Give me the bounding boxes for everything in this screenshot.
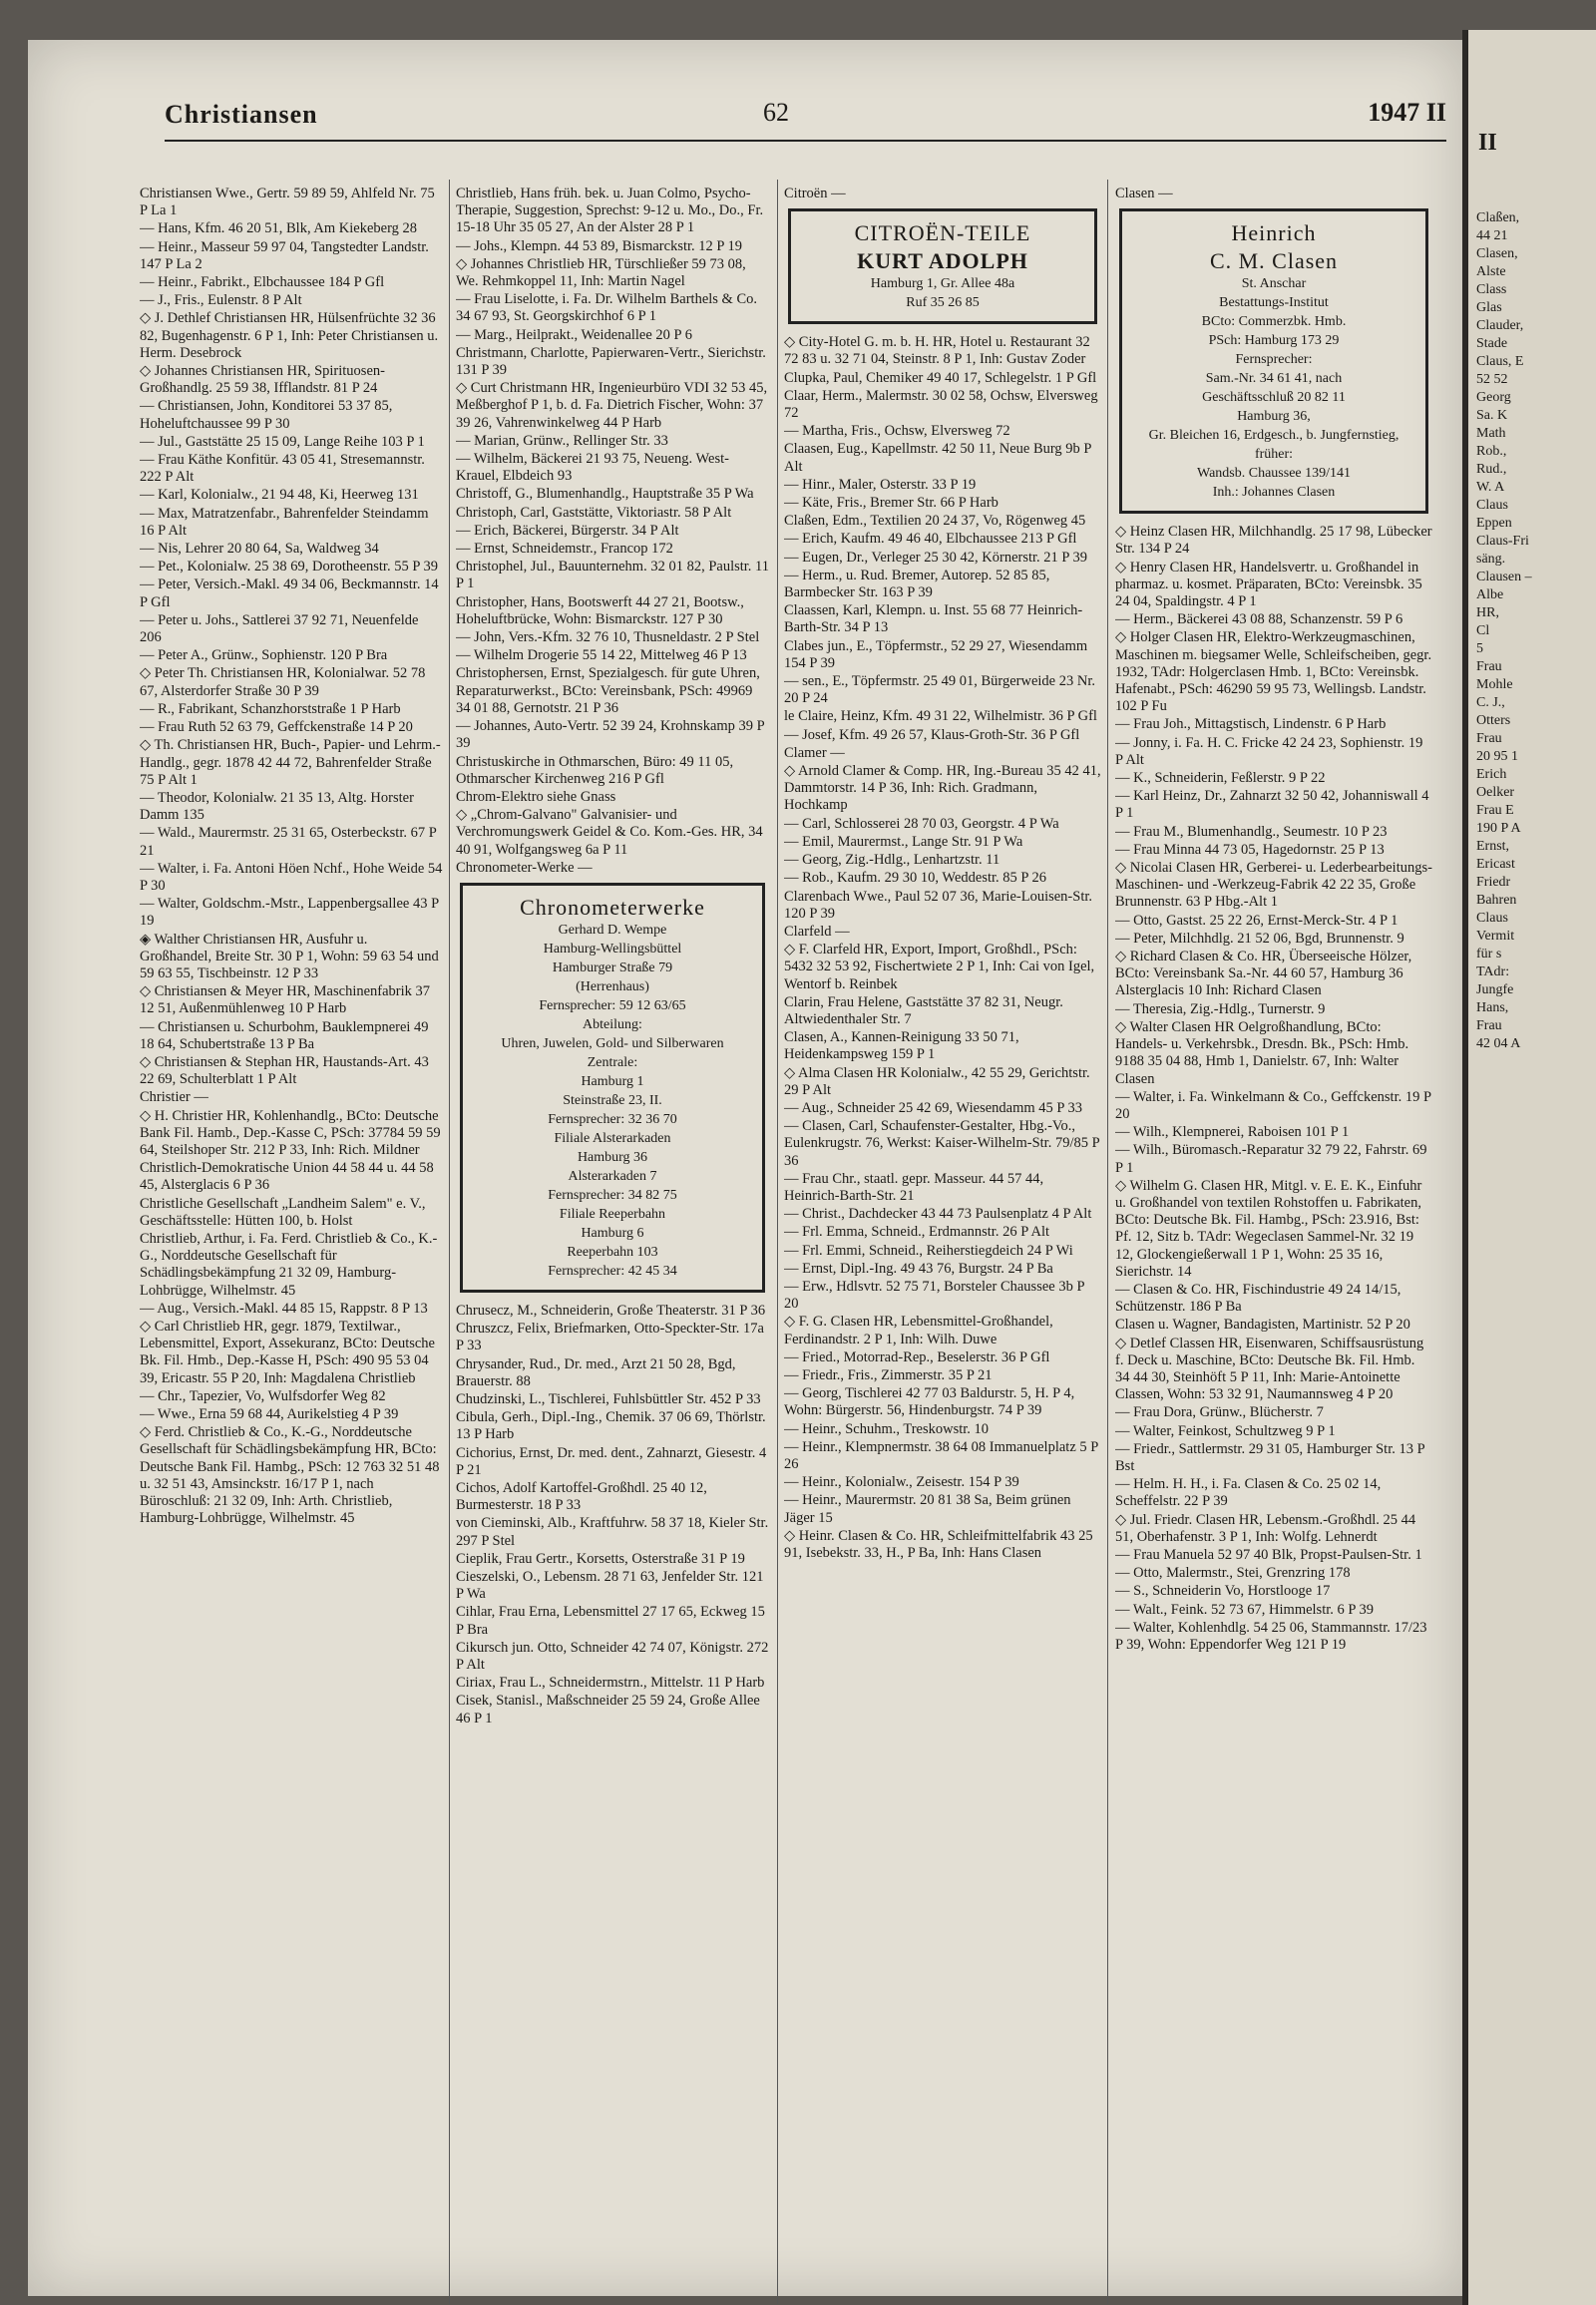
page-number: 62 [763, 98, 789, 127]
advert-line: Gerhard D. Wempe [558, 922, 667, 938]
advert-line: Filiale Alsterarkaden [554, 1130, 671, 1146]
advert-subtitle: KURT ADOLPH [857, 248, 1028, 274]
advert-title: CITROËN-TEILE [854, 220, 1031, 246]
directory-entry: Chronometer-Werke — [456, 859, 593, 876]
directory-entry: ◇ Th. Christiansen HR, Buch-, Papier- und Lehrm.-Handlg., gegr. 1878 42 44 72, Bahrenfelder Straße 75 P Alt 1 [140, 737, 441, 788]
column-rule [1107, 180, 1108, 2304]
directory-entry: — Peter u. Johs., Sattlerei 37 92 71, Neuenfelde 206 [140, 611, 419, 646]
directory-entry: ◇ Ferd. Christlieb & Co., K.-G., Norddeutsche Gesellschaft für Schädlingsbekämpfung HR, BCto: Deutsche Bank Fil. Hambg., PSch: 12 763 32 51 48 u. 32 51 43, Amsinckstr. 16/17 P 1, nach Büroschluß: 21 32 09, Inh: Arth. Christlieb, Hamburg-Lohbrügge, Wilhelmstr. 45 [140, 1424, 440, 1527]
adjacent-page-line: Friedr [1476, 875, 1511, 890]
advert-line: (Herrenhaus) [576, 978, 649, 994]
adjacent-page-line: Frau [1476, 659, 1502, 674]
directory-entry: — Peter, Milchhdlg. 21 52 06, Bgd, Brunnenstr. 9 [1115, 930, 1404, 947]
advert-line: Hamburg 1 [581, 1073, 644, 1089]
directory-entry: Christopher, Hans, Bootswerft 44 27 21, Bootsw., Hoheluftbrücke, Wohn: Bismarckstr. 127 P 30 [456, 593, 744, 627]
adjacent-page-line: Hans, [1476, 1000, 1509, 1015]
adjacent-page-line: Class [1476, 282, 1507, 297]
directory-entry: von Cieminski, Alb., Kraftfuhrw. 58 37 18, Kieler Str. 297 P Stel [456, 1515, 769, 1549]
directory-entry: ◇ Johannes Christiansen HR, Spirituosen-Großhandlg. 25 59 38, Ifflandstr. 81 P 24 [140, 363, 385, 397]
advert-line: Fernsprecher: [1235, 352, 1313, 368]
directory-entry: ◇ F. Clarfeld HR, Export, Import, Großhdl., PSch: 5432 32 53 92, Fischertwiete 2 P 1, Inh: Cai von Igel, Wentorf b. Reinbek [784, 942, 1095, 992]
directory-entry: — Christiansen u. Schurbohm, Bauklempnerei 49 18 64, Schubertstraße 13 P Ba [140, 1018, 429, 1052]
directory-entry: ◇ Walter Clasen HR Oelgroßhandlung, BCto: Handels- u. Verkehrsbk., Dresdn. Bk., PSch: Hmb. 9188 35 04 88, Hmb 1, Danielstr. 67, Inh: Walter Clasen [1115, 1018, 1409, 1087]
directory-entry: — Josef, Kfm. 49 26 57, Klaus-Groth-Str. 36 P Gfl [784, 726, 1080, 743]
directory-entry: — Heinr., Fabrikt., Elbchaussee 184 P Gfl [140, 274, 385, 291]
directory-entry: — Otto, Gastst. 25 22 26, Ernst-Merck-Str. 4 P 1 [1115, 912, 1398, 929]
directory-entry: — Friedr., Sattlermstr. 29 31 05, Hamburger Str. 13 P Bst [1115, 1440, 1425, 1474]
directory-entry: Claar, Herm., Malermstr. 30 02 58, Ochsw, Elversweg 72 [784, 387, 1098, 422]
directory-entry: — Georg, Zig.-Hdlg., Lenhartzstr. 11 [784, 852, 1000, 869]
adjacent-page-line: W. A [1476, 480, 1505, 495]
column-rule [449, 180, 450, 2304]
adjacent-page-line: Georg [1476, 390, 1511, 405]
column-4 [1115, 186, 1432, 1655]
directory-entry: — Erw., Hdlsvtr. 52 75 71, Borsteler Chaussee 3b P 20 [784, 1278, 1084, 1313]
adjacent-page-line: für s [1476, 947, 1502, 961]
directory-entry: — Fried., Motorrad-Rep., Beselerstr. 36 P Gfl [784, 1348, 1050, 1365]
directory-entry: — Wilhelm, Bäckerei 21 93 75, Neueng. West-Krauel, Elbdeich 93 [456, 451, 729, 485]
directory-entry: — Rob., Kaufm. 29 30 10, Weddestr. 85 P 26 [784, 870, 1047, 887]
adjacent-page-edge [1462, 30, 1596, 2305]
adjacent-page-line: Vermit [1476, 929, 1515, 944]
directory-entry: — Heinr., Masseur 59 97 04, Tangstedter Landstr. 147 P La 2 [140, 238, 429, 272]
directory-entry: ◇ H. Christier HR, Kohlenhandlg., BCto: Deutsche Bank Fil. Hamb., Dep.-Kasse C, PSch: 37784 59 59 64, Steilshoper Str. 212 P 33, Inh: Rich. Mildner [140, 1107, 441, 1158]
chronometer-advert [460, 883, 765, 1293]
directory-entry: Cieszelski, O., Lebensm. 28 71 63, Jenfelder Str. 121 P Wa [456, 1568, 764, 1603]
adjacent-page-line: TAdr: [1476, 964, 1510, 979]
directory-entry: ◇ „Chrom-Galvano" Galvanisier- und Verchromungswerk Geidel & Co. Kom.-Ges. HR, 34 40 91, Wolfgangsweg 6a P 11 [456, 807, 763, 858]
directory-entry: Claßen, Edm., Textilien 20 24 37, Vo, Rögenweg 45 [784, 513, 1086, 530]
directory-entry: Clabes jun., E., Töpfermstr., 52 29 27, Wiesendamm 154 P 39 [784, 637, 1088, 671]
directory-entry: — Frau Joh., Mittagstisch, Lindenstr. 6 P Harb [1115, 716, 1387, 733]
directory-entry: ◇ Curt Christmann HR, Ingenieurbüro VDI 32 53 45, Meßberghof P 1, b. d. Fa. Dietrich Fischer, Wohn: 37 39 26, Vahrenwinkelweg 44 P Harb [456, 380, 768, 431]
directory-entry: Cisek, Stanisl., Maßschneider 25 59 24, Große Allee 46 P 1 [456, 1693, 760, 1727]
directory-entry: — Aug., Schneider 25 42 69, Wiesendamm 45 P 33 [784, 1099, 1083, 1116]
directory-entry: — Eugen, Dr., Verleger 25 30 42, Körnerstr. 21 P 39 [784, 549, 1088, 566]
advert-line: Alsterarkaden 7 [568, 1168, 657, 1184]
directory-entry: Christier — [140, 1089, 208, 1106]
directory-entry: — Walter, i. Fa. Antoni Höen Nchf., Hohe Weide 54 P 30 [140, 860, 443, 894]
directory-entry: — Marian, Grünw., Rellinger Str. 33 [456, 432, 668, 449]
directory-entry: Cieplik, Frau Gertr., Korsetts, Osterstraße 31 P 19 [456, 1550, 745, 1567]
directory-entry: ◇ Peter Th. Christiansen HR, Kolonialwar. 52 78 67, Alsterdorfer Straße 30 P 39 [140, 665, 426, 699]
citroen-advert [788, 208, 1097, 324]
advert-line: Hamburg 36 [577, 1149, 648, 1165]
advert-line: PSch: Hamburg 173 29 [1208, 333, 1340, 349]
directory-entry: Clupka, Paul, Chemiker 49 40 17, Schlegelstr. 1 P Gfl [784, 369, 1097, 386]
advert-line: Hamburg-Wellingsbüttel [543, 941, 682, 957]
directory-entry: Cikursch jun. Otto, Schneider 42 74 07, Königstr. 272 P Alt [456, 1639, 769, 1673]
advert-line: Ruf 35 26 85 [906, 295, 980, 311]
directory-entry: — Frau Käthe Konfitür. 43 05 41, Stresemannstr. 222 P Alt [140, 452, 425, 486]
adjacent-page-line: Claus, E [1476, 354, 1524, 369]
directory-entry: — Wald., Maurermstr. 25 31 65, Osterbeckstr. 67 P 21 [140, 825, 437, 859]
directory-entry: — Frau Chr., staatl. gepr. Masseur. 44 57 44, Heinrich-Barth-Str. 21 [784, 1170, 1044, 1204]
directory-entry: Christiansen Wwe., Gertr. 59 89 59, Ahlfeld Nr. 75 P La 1 [140, 186, 435, 219]
column-3 [784, 186, 1101, 1563]
directory-entry: — Otto, Malermstr., Stei, Grenzring 178 [1115, 1565, 1351, 1582]
adjacent-page-line: Erich [1476, 767, 1507, 782]
adjacent-page-line: Clausen – [1476, 570, 1532, 584]
directory-entry: Cihlar, Frau Erna, Lebensmittel 27 17 65, Eckweg 15 P Bra [456, 1604, 765, 1638]
directory-entry: ◇ Christiansen & Meyer HR, Maschinenfabrik 37 12 51, Außenmühlenweg 10 P Harb [140, 983, 431, 1017]
directory-entry: — Peter A., Grünw., Sophienstr. 120 P Bra [140, 647, 388, 664]
directory-entry: — Georg, Tischlerei 42 77 03 Baldurstr. 5, H. P 4, Wohn: Bürgerstr. 56, Hindenburgstr. 74 P 39 [784, 1385, 1075, 1419]
directory-entry: — Jonny, i. Fa. H. C. Fricke 42 24 23, Sophienstr. 19 P Alt [1115, 734, 1423, 768]
directory-entry: Christlieb, Hans früh. bek. u. Juan Colmo, Psycho-Therapie, Suggestion, Sprechst: 9-12 u. Mo., Do., Fr. 15-18 Uhr 35 05 27, An der Alster 28 P 1 [456, 186, 764, 236]
directory-entry: ◇ Wilhelm G. Clasen HR, Mitgl. v. E. E. K., Einfuhr u. Großhandel von textilen Rohstoffen u. Fabrikaten, BCto: Deutsche Bk. Fil. Hambg., PSch: 23.916, Bst: Pf. 12, Sitz b. TAdr: Wegeclasen Sammel-Nr. 32 19 12, Glockengießerwall 1 P 1, Wohn: 25 35 16, Sierichstr. 14 [1115, 1177, 1422, 1280]
directory-entry: ◇ Christiansen & Stephan HR, Haustands-Art. 43 22 69, Schulterblatt 1 P Alt [140, 1053, 429, 1088]
directory-entry: — Martha, Fris., Ochsw, Elversweg 72 [784, 423, 1010, 440]
advert-line: Geschäftsschluß 20 82 11 [1202, 390, 1346, 406]
directory-entry: Clarfeld — [784, 923, 850, 940]
directory-entry: — Karl Heinz, Dr., Zahnarzt 32 50 42, Johanniswall 4 P 1 [1115, 788, 1429, 822]
adjacent-page-line: Jungfe [1476, 982, 1514, 997]
directory-entry: Christophel, Jul., Bauunternehm. 32 01 82, Paulstr. 11 P 1 [456, 559, 769, 592]
directory-entry: — Nis, Lehrer 20 80 64, Sa, Waldweg 34 [140, 541, 379, 558]
directory-entry: — Clasen & Co. HR, Fischindustrie 49 24 14/15, Schützenstr. 186 P Ba [1115, 1281, 1401, 1316]
advert-line: Fernsprecher: 32 36 70 [548, 1111, 677, 1127]
directory-entry: — Aug., Versich.-Makl. 44 85 15, Rappstr. 8 P 13 [140, 1300, 428, 1317]
directory-entry: ◇ City-Hotel G. m. b. H. HR, Hotel u. Restaurant 32 72 83 u. 32 71 04, Steinstr. 8 P 1, Inh: Gustav Zoder [784, 334, 1090, 368]
directory-entry: Chrysander, Rud., Dr. med., Arzt 21 50 28, Bgd, Brauerstr. 88 [456, 1355, 736, 1389]
directory-entry: ◇ J. Dethlef Christiansen HR, Hülsenfrüchte 32 36 82, Bugenhagenstr. 6 P 1, Inh: Peter Christiansen u. Herm. Desebrock [140, 310, 439, 361]
directory-entry: Christlich-Demokratische Union 44 58 44 u. 44 58 45, Alsterglacis 6 P 36 [140, 1160, 434, 1194]
advert-line: Steinstraße 23, II. [563, 1092, 662, 1108]
directory-entry: le Claire, Heinz, Kfm. 49 31 22, Wilhelmistr. 36 P Gfl [784, 708, 1097, 725]
adjacent-page-line: Eppen [1476, 516, 1512, 531]
directory-entry: — Karl, Kolonialw., 21 94 48, Ki, Heerweg 131 [140, 487, 419, 504]
adjacent-page-header: II [1478, 130, 1497, 156]
directory-entry: — Theresia, Zig.-Hdlg., Turnerstr. 9 [1115, 1000, 1326, 1017]
directory-entry: ◈ Walther Christiansen HR, Ausfuhr u. Großhandel, Breite Str. 30 P 1, Wohn: 59 63 54 und 59 63 55, Tischbeinstr. 12 P 33 [140, 931, 439, 981]
directory-entry: — John, Vers.-Kfm. 32 76 10, Thusneldastr. 2 P Stel [456, 629, 760, 646]
advert-line: Fernsprecher: 42 45 34 [548, 1263, 677, 1279]
directory-entry: — Walter, Goldschm.-Mstr., Lappenbergsallee 43 P 19 [140, 896, 439, 930]
directory-entry: — Walter, Feinkost, Schultzweg 9 P 1 [1115, 1422, 1336, 1439]
directory-entry: Chrusecz, M., Schneiderin, Große Theaterstr. 31 P 36 [456, 1302, 766, 1319]
adjacent-page-line: Clauder, [1476, 318, 1524, 333]
advert-line: Hamburger Straße 79 [552, 960, 673, 975]
directory-entry: — Johs., Klempn. 44 53 89, Bismarckstr. 12 P 19 [456, 237, 743, 254]
advert-line: BCto: Commerzbk. Hmb. [1201, 314, 1347, 330]
directory-entry: — Frl. Emma, Schneid., Erdmannstr. 26 P Alt [784, 1224, 1050, 1241]
directory-entry: — Johannes, Auto-Vertr. 52 39 24, Krohnskamp 39 P 39 [456, 718, 765, 752]
directory-entry: — Wilh., Klempnerei, Raboisen 101 P 1 [1115, 1124, 1350, 1141]
directory-entry: — Frl. Emmi, Schneid., Reiherstiegdeich 24 P Wi [784, 1242, 1073, 1259]
advert-line: Wandsb. Chaussee 139/141 [1196, 466, 1352, 482]
directory-entry: — Marg., Heilprakt., Weidenallee 20 P 6 [456, 326, 692, 343]
directory-entry: — Heinr., Kolonialw., Zeisestr. 154 P 39 [784, 1474, 1019, 1491]
adjacent-page-line: 190 P A [1476, 821, 1521, 836]
directory-entry: — S., Schneiderin Vo, Horstlooge 17 [1115, 1583, 1331, 1600]
column-rule [777, 180, 778, 2304]
adjacent-page-line: 5 [1476, 641, 1483, 656]
directory-entry: ◇ Alma Clasen HR Kolonialw., 42 55 29, Gerichtstr. 29 P Alt [784, 1064, 1090, 1098]
clasen-advert [1119, 208, 1428, 514]
directory-entry: ◇ F. G. Clasen HR, Lebensmittel-Großhandel, Ferdinandstr. 2 P 1, Inh: Wilh. Duwe [784, 1314, 1053, 1347]
adjacent-page-line: Claßen, [1476, 210, 1520, 225]
directory-entry: — Hinr., Maler, Osterstr. 33 P 19 [784, 476, 977, 493]
adjacent-page-line: 20 95 1 [1476, 749, 1518, 764]
directory-entry: ◇ Heinr. Clasen & Co. HR, Schleifmittelfabrik 43 25 91, Isebekstr. 33, H., P Ba, Inh: Hans Clasen [784, 1527, 1093, 1562]
advert-line: Gr. Bleichen 16, Erdgesch., b. Jungfernstieg, [1148, 428, 1399, 444]
directory-entry: — Christiansen, John, Konditorei 53 37 85, Hoheluftchaussee 99 P 30 [140, 398, 393, 432]
directory-entry: — Frau M., Blumenhandlg., Seumestr. 10 P 23 [1115, 823, 1388, 840]
adjacent-page-line: Rud., [1476, 462, 1507, 477]
directory-entry: — Frau Manuela 52 97 40 Blk, Propst-Paulsen-Str. 1 [1115, 1546, 1422, 1563]
directory-entry: — Theodor, Kolonialw. 21 35 13, Altg. Horster Damm 135 [140, 789, 414, 824]
directory-entry: Claassen, Karl, Klempn. u. Inst. 55 68 77 Heinrich-Barth-Str. 34 P 13 [784, 602, 1083, 636]
directory-entry: — Helm. H. H., i. Fa. Clasen & Co. 25 02 14, Scheffelstr. 22 P 39 [1115, 1476, 1382, 1510]
directory-entry: — Frau Liselotte, i. Fa. Dr. Wilhelm Barthels & Co. 34 67 93, St. Georgskirchhof 6 P 1 [456, 291, 758, 325]
adjacent-page-line: C. J., [1476, 695, 1505, 710]
year-volume: 1947 II [1368, 98, 1446, 127]
advert-line: Zentrale: [587, 1054, 638, 1070]
advert-line: Reeperbahn 103 [567, 1244, 658, 1260]
directory-entry: — Erich, Bäckerei, Bürgerstr. 34 P Alt [456, 522, 679, 539]
directory-entry: ◇ Jul. Friedr. Clasen HR, Lebensm.-Großhdl. 25 44 51, Oberhafenstr. 3 P 1, Inh: Wolfg. Lehnerdt [1115, 1511, 1416, 1545]
directory-entry: — Jul., Gaststätte 25 15 09, Lange Reihe 103 P 1 [140, 433, 425, 450]
directory-entry: — Peter, Versich.-Makl. 49 34 06, Beckmannstr. 14 P Gfl [140, 576, 439, 610]
adjacent-page-line: Mohle [1476, 677, 1513, 692]
directory-entry: Ciriax, Frau L., Schneidermstrn., Mittelstr. 11 P Harb [456, 1675, 765, 1692]
adjacent-page-line: Otters [1476, 713, 1511, 728]
adjacent-page-line: 42 04 A [1476, 1036, 1521, 1051]
advert-line: Inh.: Johannes Clasen [1212, 485, 1336, 501]
adjacent-page-line: Frau [1476, 1018, 1502, 1033]
adjacent-page-line: Stade [1476, 336, 1508, 351]
directory-entry: Cichos, Adolf Kartoffel-Großhdl. 25 40 12, Burmesterstr. 18 P 33 [456, 1479, 707, 1514]
adjacent-page-line: Clasen, [1476, 246, 1518, 261]
directory-entry: Christophersen, Ernst, Spezialgesch. für gute Uhren, Reparaturwerkst., BCto: Vereinsbank, PSch: 49969 34 01 88, Gernotstr. 21 P 36 [456, 665, 760, 716]
directory-entry: — Heinr., Schuhm., Treskowstr. 10 [784, 1420, 990, 1437]
directory-entry: — Hans, Kfm. 46 20 51, Blk, Am Kiekeberg 28 [140, 220, 418, 237]
directory-entry: ◇ Johannes Christlieb HR, Türschließer 59 73 08, We. Rehmkoppel 11, Inh: Martin Nagel [456, 255, 746, 290]
directory-entry: Christlieb, Arthur, i. Fa. Ferd. Christlieb & Co., K.-G., Norddeutsche Gesellschaft für Schädlingsbekämpfung 21 32 09, Hamburg-Lohbrügge, Wilhelmstr. 45 [140, 1230, 438, 1299]
advert-line: Hamburg 1, Gr. Allee 48a [870, 276, 1015, 292]
directory-entry: — Friedr., Fris., Zimmerstr. 35 P 21 [784, 1366, 993, 1383]
directory-entry: — K., Schneiderin, Feßlerstr. 9 P 22 [1115, 770, 1326, 787]
adjacent-page-line: 44 21 [1476, 228, 1508, 243]
advert-line: Fernsprecher: 34 82 75 [548, 1187, 677, 1203]
advert-line: Hamburg 36, [1237, 409, 1311, 425]
section-label: Citroën — [784, 186, 846, 201]
adjacent-page-line: Albe [1476, 587, 1504, 602]
directory-entry: Christoff, G., Blumenhandlg., Hauptstraße 35 P Wa [456, 486, 754, 503]
directory-entry: — Käte, Fris., Bremer Str. 66 P Harb [784, 495, 998, 512]
adjacent-page-line: Math [1476, 426, 1506, 441]
directory-entry: Christliche Gesellschaft „Landheim Salem" e. V., Geschäftsstelle: Hütten 100, b. Holst [140, 1195, 426, 1229]
directory-entry: — Wilh., Büromasch.-Reparatur 32 79 22, Fahrstr. 69 P 1 [1115, 1142, 1427, 1176]
directory-entry: — Ernst, Dipl.-Ing. 49 43 76, Burgstr. 24 P Ba [784, 1260, 1053, 1277]
directory-entry: Chudzinski, L., Tischlerei, Fuhlsbüttler Str. 452 P 33 [456, 1390, 761, 1407]
advert-line: Uhren, Juwelen, Gold- und Silberwaren [501, 1035, 724, 1051]
directory-entry: — Frau Dora, Grünw., Blücherstr. 7 [1115, 1404, 1324, 1421]
adjacent-page-line: Oelker [1476, 785, 1515, 800]
adjacent-page-line: Bahren [1476, 893, 1517, 908]
directory-entry: — Heinr., Maurermstr. 20 81 38 Sa, Beim grünen Jäger 15 [784, 1492, 1071, 1526]
directory-entry: ◇ Detlef Classen HR, Eisenwaren, Schiffsausrüstung f. Deck u. Maschine, BCto: Deutsche Bk. Fil. Hmb. 34 44 30, Steinhöft 5 P 11, Inh: Marie-Antoinette Classen, Wohn: 53 32 91, Naumannsweg 4 P 20 [1115, 1335, 1424, 1403]
advert-line: St. Anschar [1241, 276, 1307, 292]
directory-entry: Cichorius, Ernst, Dr. med. dent., Zahnarzt, Giesestr. 4 P 21 [456, 1444, 767, 1478]
directory-entry: — Herm., u. Rud. Bremer, Autorep. 52 85 85, Barmbecker Str. 163 P 39 [784, 567, 1050, 601]
directory-entry: — Pet., Kolonialw. 25 38 69, Dorotheenstr. 55 P 39 [140, 559, 438, 576]
directory-entry: — Walter, i. Fa. Winkelmann & Co., Geffckenstr. 19 P 20 [1115, 1088, 1431, 1122]
adjacent-page-line: Ericast [1476, 857, 1515, 872]
directory-entry: Chrom-Elektro siehe Gnass [456, 788, 616, 805]
directory-entry: — Herm., Bäckerei 43 08 88, Schanzenstr. 59 P 6 [1115, 611, 1403, 628]
directory-entry: Cibula, Gerh., Dipl.-Ing., Chemik. 37 06 69, Thörlstr. 13 P Harb [456, 1409, 766, 1443]
directory-entry: — Wwe., Erna 59 68 44, Aurikelstieg 4 P 39 [140, 1406, 399, 1423]
directory-entry: Christoph, Carl, Gaststätte, Viktoriastr. 58 P Alt [456, 504, 732, 521]
advert-line: Bestattungs-Institut [1219, 295, 1329, 311]
advert-line: Hamburg 6 [581, 1225, 644, 1241]
adjacent-page-line: Claus [1476, 498, 1508, 513]
adjacent-page-line: Glas [1476, 300, 1502, 315]
directory-entry: — Wilhelm Drogerie 55 14 22, Mittelweg 46 P 13 [456, 647, 747, 664]
directory-entry: ◇ Nicolai Clasen HR, Gerberei- u. Lederbearbeitungs-Maschinen- und -Werkzeug-Fabrik 42 22 35, Große Brunnenstr. 63 P Hbg.-Alt 1 [1115, 860, 1432, 911]
column-2 [456, 186, 769, 1729]
adjacent-page-lines [1476, 209, 1596, 1053]
adjacent-page-line: Cl [1476, 623, 1490, 638]
adjacent-page-line: Alste [1476, 264, 1506, 279]
directory-entry: Clarin, Frau Helene, Gaststätte 37 82 31, Neugr. Altwiedenthaler Str. 7 [784, 993, 1063, 1027]
adjacent-page-line: 52 52 [1476, 372, 1508, 387]
directory-entry: — Carl, Schlosserei 28 70 03, Georgstr. 4 P Wa [784, 815, 1059, 832]
advert-name: Heinrich [1231, 220, 1317, 246]
directory-entry: — Frau Ruth 52 63 79, Geffckenstraße 14 P 20 [140, 719, 413, 736]
directory-entry: — Heinr., Klempnermstr. 38 64 08 Immanuelplatz 5 P 26 [784, 1438, 1098, 1472]
directory-entry: — Ernst, Schneidemstr., Francop 172 [456, 541, 673, 558]
column-1 [140, 186, 443, 1528]
section-label: Clasen — [1115, 186, 1173, 201]
adjacent-page-line: Ernst, [1476, 839, 1510, 854]
advert-name: C. M. Clasen [1209, 248, 1339, 274]
adjacent-page-line: HR, [1476, 605, 1499, 620]
directory-entry: Clarenbach Wwe., Paul 52 07 36, Marie-Louisen-Str. 120 P 39 [784, 888, 1092, 922]
page-header [165, 96, 1446, 142]
directory-entry: — Christ., Dachdecker 43 44 73 Paulsenplatz 4 P Alt [784, 1206, 1092, 1223]
adjacent-page-line: Claus [1476, 911, 1508, 926]
advert-title: Chronometerwerke [520, 894, 705, 920]
directory-entry: — Clasen, Carl, Schaufenster-Gestalter, Hbg.-Vo., Eulenkrugstr. 76, Werkst: Kaiser-Wilhelm-Str. 79/85 P 36 [784, 1118, 1100, 1169]
directory-entry: Chruszcz, Felix, Briefmarken, Otto-Speckter-Str. 17a P 33 [456, 1321, 764, 1354]
adjacent-page-line: Frau E [1476, 803, 1514, 818]
directory-entry: — Walter, Kohlenhdlg. 54 25 06, Stammannstr. 17/23 P 39, Wohn: Eppendorfer Weg 121 P 19 [1115, 1619, 1427, 1653]
directory-entry: Christuskirche in Othmarschen, Büro: 49 11 05, Othmarscher Kirchenweg 216 P Gfl [456, 753, 734, 787]
directory-entry: ◇ Richard Clasen & Co. HR, Überseeische Hölzer, BCto: Vereinsbank Sa.-Nr. 44 60 57, Hamburg 36 Alsterglacis 10 Inh: Richard Clasen [1115, 949, 1412, 999]
advert-line: früher: [1254, 447, 1294, 463]
directory-entry: ◇ Arnold Clamer & Comp. HR, Ing.-Bureau 35 42 41, Dammtorstr. 14 P 36, Inh: Rich. Gradmann, Hochkamp [784, 763, 1101, 814]
running-head: Christiansen [165, 100, 318, 129]
directory-entry: — R., Fabrikant, Schanzhorststraße 1 P Harb [140, 700, 401, 717]
directory-entry: — sen., E., Töpfermstr. 25 49 01, Bürgerweide 23 Nr. 20 P 24 [784, 673, 1095, 707]
adjacent-page-line: Frau [1476, 731, 1502, 746]
directory-entry: — Walt., Feink. 52 73 67, Himmelstr. 6 P 39 [1115, 1601, 1375, 1618]
adjacent-page-line: säng. [1476, 552, 1506, 567]
adjacent-page-line: Claus-Fri [1476, 534, 1529, 549]
advert-line: Sam.-Nr. 34 61 41, nach [1205, 371, 1343, 387]
directory-entry: Clasen u. Wagner, Bandagisten, Martinistr. 52 P 20 [1115, 1317, 1410, 1334]
directory-entry: ◇ Holger Clasen HR, Elektro-Werkzeugmaschinen, Maschinen m. biegsamer Welle, Schleifscheiben, gegr. 1932, TAdr: Holgerclasen Hmb. 1, BCto: Vereinsbk. Hafenabt., PSch: 46290 59 95 73, Wellingsb. Landstr. 102 P Fu [1115, 629, 1432, 715]
directory-entry: — Emil, Maurermst., Lange Str. 91 P Wa [784, 833, 1023, 850]
advert-line: Filiale Reeperbahn [559, 1206, 666, 1222]
advert-line: Fernsprecher: 59 12 63/65 [539, 997, 686, 1013]
directory-entry: Clamer — [784, 744, 845, 761]
directory-entry: — Chr., Tapezier, Vo, Wulfsdorfer Weg 82 [140, 1387, 386, 1404]
directory-entry: ◇ Henry Clasen HR, Handelsvertr. u. Großhandel in pharmaz. u. kosmet. Präparaten, BCto: Vereinsbk. 35 24 04, Spaldingstr. 4 P 1 [1115, 559, 1422, 610]
adjacent-page-line: Sa. K [1476, 408, 1508, 423]
directory-entry: ◇ Carl Christlieb HR, gegr. 1879, Textilwar., Lebensmittel, Export, Assekuranz, BCto: Deutsche Bk. Fil. Hmb., Dep.-Kasse H, PSch: 490 95 53 04 39, Ericastr. 55 P 20, Inh: Magdalena Christlieb [140, 1319, 435, 1386]
directory-entry: ◇ Heinz Clasen HR, Milchhandlg. 25 17 98, Lübecker Str. 134 P 24 [1115, 524, 1432, 558]
directory-entry: — Max, Matratzenfabr., Bahrenfelder Steindamm 16 P Alt [140, 505, 429, 539]
directory-entry: — Frau Minna 44 73 05, Hagedornstr. 25 P 13 [1115, 841, 1385, 858]
directory-entry: Claasen, Eug., Kapellmstr. 42 50 11, Neue Burg 9b P Alt [784, 441, 1091, 475]
directory-entry: Christmann, Charlotte, Papierwaren-Vertr., Sierichstr. 131 P 39 [456, 344, 766, 379]
advert-line: Abteilung: [583, 1016, 642, 1032]
directory-entry: — Erich, Kaufm. 49 46 40, Elbchaussee 213 P Gfl [784, 531, 1077, 548]
adjacent-page-line: Rob., [1476, 444, 1507, 459]
directory-entry: Clasen, A., Kannen-Reinigung 33 50 71, Heidenkampsweg 159 P 1 [784, 1029, 1019, 1063]
directory-entry: — J., Fris., Eulenstr. 8 P Alt [140, 292, 302, 309]
